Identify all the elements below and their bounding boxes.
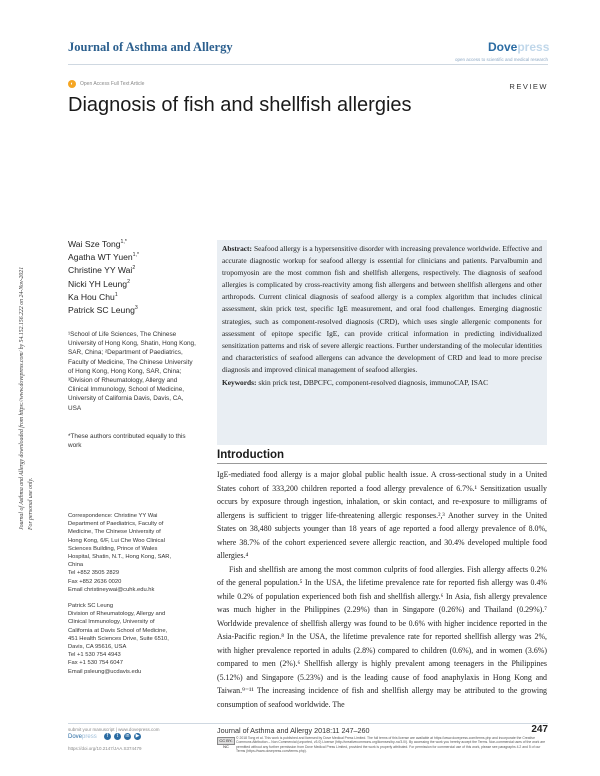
- author: Christine YY Wai$^2$: [68, 265, 136, 276]
- correspondence-line: Department of Paediatrics, Faculty of: [68, 521, 164, 528]
- correspondence-line: Hospital, Shatin, N.T., Hong Kong, SAR,: [68, 554, 172, 561]
- footer-divider: [68, 723, 548, 724]
- equal-contribution-note: *These authors contributed equally to this work: [68, 433, 186, 450]
- author-list: [68, 238, 208, 317]
- correspondence-line: Medicine, The Chinese University of: [68, 529, 161, 536]
- author: Agatha WT Yuen$^{1,*}$: [68, 252, 139, 263]
- linkedin-icon[interactable]: in: [125, 733, 130, 739]
- header-divider: [68, 64, 548, 65]
- abstract-box: [217, 240, 547, 445]
- correspondence: [68, 512, 203, 684]
- abstract-text: Seafood allergy is a hypersensitive disorder with increasing prevalence worldwide. Effective and accurate diagnostic workup for seafood allergy is essential for clinicians and patients. Parvalbumin and tropomyosin are the most common fish and shellfish allergens, respectively. The diagnosis of seafood allergies is complicated by cross-reactivity among fish allergens and between shellfish allergens and other arthropods. Current clinical diagnosis of seafood allergy is a complex algorithm that includes clinical assessment, skin prick test, specific IgE measurement, and oral food challenges. Emerging diagnostic strategies, such as component-resolved diagnosis (CRD), which uses single allergenic components for assessment of epitope specific IgE, can provide critical information in predicting individualized sensitization patterns and risk of severe allergic reactions. Further understanding of the molecular identities and characteristics of seafood allergens can advance the development of CRD and lead to more precise diagnosis and improved clinical management of seafood allergies.: [222, 244, 542, 374]
- facebook-icon[interactable]: f: [104, 733, 111, 740]
- side-citation-line2: For personal use only.: [27, 477, 34, 530]
- cc-license-badge[interactable]: CC BY-NC: [217, 737, 235, 745]
- author: Wai Sze Tong$^{1,*}$: [68, 239, 127, 249]
- correspondence-line: Fax +1 530 754 6047: [68, 660, 123, 667]
- publisher-prefix: Dove: [488, 40, 518, 54]
- correspondence-line: Patrick SC Leung: [68, 603, 114, 610]
- abstract-label: Abstract:: [222, 244, 252, 253]
- keywords: [222, 377, 542, 389]
- correspondence-line: Fax +852 2636 0020: [68, 578, 122, 585]
- correspondence-line: California at Davis School of Medicine,: [68, 627, 168, 634]
- section-divider: [217, 463, 547, 464]
- paragraph: Fish and shellfish are among the most common culprits of food allergies. Fish allergy affects 0.2% of the general population.⁵ In the USA, the lifetime prevalence rate for reported fish allergy was 0.4% while 0.2% of population experienced both fish and shellfish allergy.⁶ In Asia, fish allergy prevalence was much higher in the Philippines (2.29%) than in Singapore (0.26%) and Thailand (0.29%).⁷ Worldwide prevalence of shellfish allergy was found to be 0.6% with higher incidence reported in the Asia-Pacific region.⁸ In the USA, the lifetime prevalence rate for reported shellfish allergy was 2%, with higher prevalence reported in adults (2.8%) compared to children (0.6%), and in women (3.6%) compared to men (2%).⁶ Shellfish allergy is highly prevalent among teenagers in the Philippines (5.12%) and Singapore (5.23%) and is the leading cause of food anaphylaxis in Hong Kong and Taiwan.⁹⁻¹¹ The increasing incidence of fish and shellfish allergy may be attributed to the growing consumption of seafood worldwide. The: [217, 564, 547, 709]
- correspondence-line: Tel +1 530 754 4943: [68, 652, 121, 659]
- footer-publisher-logo[interactable]: Dovepress: [68, 734, 97, 740]
- author: Ka Hou Chu$^1$: [68, 291, 118, 302]
- publisher-suffix: press: [517, 40, 550, 54]
- keywords-label: Keywords:: [222, 378, 257, 388]
- keywords-text: skin prick test, DBPCFC, component-resolved diagnosis, immunoCAP, ISAC: [258, 378, 489, 388]
- correspondence-block-2: [68, 602, 203, 676]
- journal-citation: Journal of Asthma and Allergy 2018:11 247–260: [217, 726, 370, 735]
- section-heading: Introduction: [217, 449, 285, 461]
- correspondence-line[interactable]: Email christineywai@cuhk.edu.hk: [68, 586, 155, 593]
- correspondence-line: 451 Health Sciences Drive, Suite 6510,: [68, 635, 169, 642]
- correspondence-line: Clinical Immunology, University of: [68, 619, 155, 626]
- article-title: Diagnosis of fish and shellfish allergies: [68, 94, 412, 116]
- correspondence-line[interactable]: Email psleung@ucdavis.edu: [68, 668, 142, 675]
- author: Nicki YH Leung$^2$: [68, 278, 130, 289]
- open-access-text: Open Access Full Text Article: [80, 81, 145, 87]
- affiliations: ¹School of Life Sciences, The Chinese University of Hong Kong, Shatin, Hong Kong, SAR, China; ²Department of Paediatrics, Faculty of Medicine, The Chinese University of Hong Kong, Hong Kong, SAR, China; ³Division of Rheumatology, Allergy and Clinical Immunology, School of Medicine, University of California Davis, Davis, CA, USA: [68, 331, 196, 412]
- side-citation: [14, 100, 54, 530]
- side-citation-line1: Journal of Asthma and Allergy downloaded from https://www.dovepress.com/ by 54.152.156.222 on 24-Nov-2021: [19, 266, 25, 530]
- correspondence-block-1: [68, 512, 203, 594]
- youtube-icon[interactable]: ▶: [135, 733, 140, 739]
- correspondence-line: Davis, CA 95616, USA: [68, 644, 127, 651]
- license-text: © 2018 Tong et al. This work is published and licensed by Dove Medical Press Limited. The full terms of this license are available at https://www.dovepress.com/terms.php and incorporate the Creative Commons Attribution – Non Commercial (unported, v3.0) License (http://creativecommons.org/licenses/by-nc/3.0/). By accessing the work you hereby accept the Terms. Non-commercial uses of the work are permitted without any further permission from Dove Medical Press Limited, provided the work is properly attributed. For permission for commercial use of this work, please see paragraphs 4.2 and 5 of our Terms (https://www.dovepress.com/terms.php).: [236, 736, 546, 754]
- correspondence-line: Division of Rheumatology, Allergy and: [68, 611, 166, 618]
- article-type: REVIEW: [509, 82, 548, 91]
- correspondence-line: Sciences Building, Prince of Wales: [68, 545, 158, 552]
- journal-name[interactable]: Journal of Asthma and Allergy: [68, 40, 233, 54]
- open-access-label: [68, 80, 144, 88]
- author: Patrick SC Leung$^3$: [68, 305, 138, 316]
- correspondence-line: China: [68, 562, 84, 569]
- submit-manuscript-link[interactable]: submit your manuscript | www.dovepress.com: [68, 727, 160, 732]
- open-access-icon: ◐: [68, 80, 76, 88]
- correspondence-line: Hong Kong, 6/F, Lui Che Woo Clinical: [68, 537, 165, 544]
- correspondence-line: Correspondence: Christine YY Wai: [68, 513, 158, 519]
- body-text: [217, 468, 547, 711]
- page-number: 247: [531, 724, 548, 735]
- paragraph: IgE-mediated food allergy is a major global public health issue. A cross-sectional study in a United States cohort of 333,200 children reported a food allergy prevalence of 6.7%.¹ Sensitization usually occurs by exposure through ingestion, inhalation, or skin contact, and re-exposure to milligrams of allergens is sufficient to trigger life-threatening allergic responses.²,³ Another survey in the United States on 38,480 subjects younger than 18 years of age reported a food allergy prevalence of 8.0%, where 38.7% of the cohort experienced severe allergic reaction, and 30.4% developed multiple food allergies.⁴: [217, 470, 547, 560]
- publisher-tagline: open access to scientific and medical research: [454, 57, 548, 62]
- twitter-icon[interactable]: t: [114, 733, 121, 740]
- correspondence-line: Tel +852 3505 2829: [68, 570, 120, 577]
- doi-link[interactable]: https://doi.org/10.2147/JAA.S374479: [68, 746, 142, 751]
- social-links: [104, 733, 141, 740]
- publisher-logo[interactable]: [488, 40, 549, 54]
